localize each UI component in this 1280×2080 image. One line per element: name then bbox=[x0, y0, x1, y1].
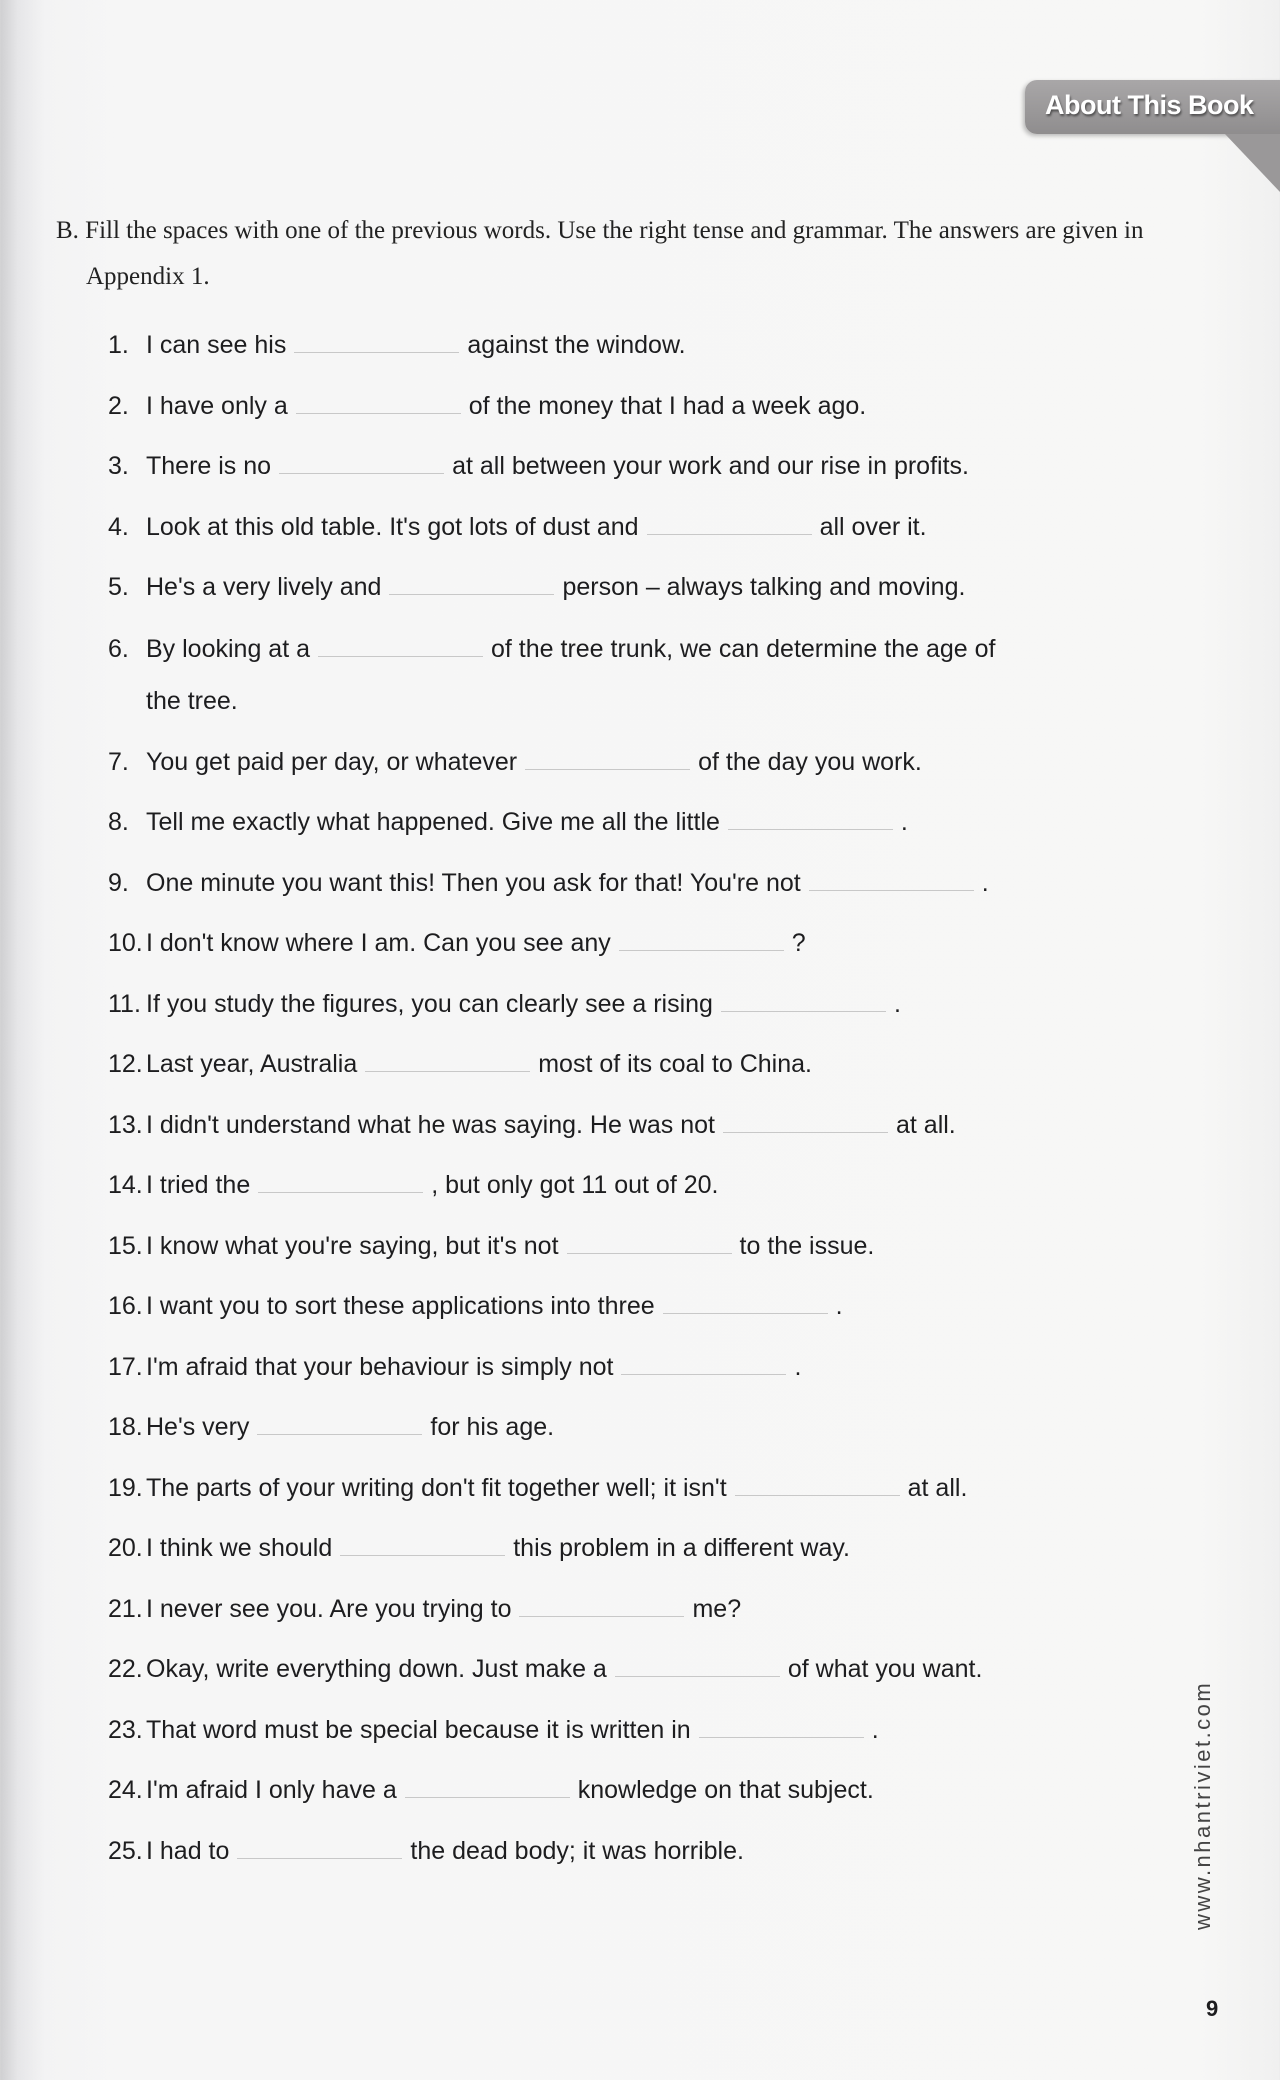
item-text-after: for his age. bbox=[430, 1413, 555, 1441]
answer-blank[interactable] bbox=[340, 1537, 505, 1556]
exercise-item bbox=[108, 1291, 1028, 1321]
item-text-before: By looking at a bbox=[146, 634, 310, 663]
item-text-after: of what you want. bbox=[787, 1655, 983, 1683]
item-text-after: , but only got 11 out of 20. bbox=[431, 1171, 719, 1199]
exercise-list bbox=[108, 330, 1028, 1896]
item-number: 10. bbox=[108, 929, 143, 957]
item-text-before: I have only a bbox=[146, 391, 288, 420]
answer-blank[interactable] bbox=[279, 455, 444, 474]
item-text-before: He's very bbox=[146, 1413, 250, 1441]
item-text-after: all over it. bbox=[819, 512, 927, 541]
item-number: 7. bbox=[108, 747, 129, 776]
exercise-item bbox=[108, 1412, 1028, 1442]
exercise-item bbox=[108, 1715, 1028, 1745]
exercise-item bbox=[108, 868, 1028, 898]
item-text-after: of the day you work. bbox=[698, 747, 922, 776]
item-number: 18. bbox=[108, 1413, 143, 1441]
exercise-item bbox=[108, 451, 1028, 481]
answer-blank[interactable] bbox=[621, 1356, 786, 1375]
exercise-item bbox=[108, 391, 1028, 421]
answer-blank[interactable] bbox=[699, 1719, 864, 1738]
item-text-before: You get paid per day, or whatever bbox=[146, 747, 518, 776]
item-text-after: . bbox=[835, 1292, 843, 1320]
item-text-before: I don't know where I am. Can you see any bbox=[146, 929, 611, 957]
answer-blank[interactable] bbox=[663, 1295, 828, 1314]
item-text-after: . bbox=[900, 808, 908, 836]
item-text-after: at all. bbox=[896, 1110, 956, 1139]
item-number: 20. bbox=[108, 1534, 143, 1562]
item-number: 11. bbox=[108, 989, 141, 1018]
item-text-before: That word must be special because it is written in bbox=[146, 1715, 691, 1744]
item-number: 23. bbox=[108, 1715, 143, 1744]
exercise-item bbox=[108, 1533, 1028, 1563]
tab-fold bbox=[1225, 134, 1280, 192]
answer-blank[interactable] bbox=[525, 751, 690, 770]
watermark: www.nhantriviet.com bbox=[1190, 1680, 1215, 1930]
answer-blank[interactable] bbox=[809, 872, 974, 891]
exercise-item bbox=[108, 330, 1028, 360]
item-text-before: I know what you're saying, but it's not bbox=[146, 1231, 559, 1260]
item-number: 13. bbox=[108, 1110, 143, 1139]
item-number: 15. bbox=[108, 1231, 143, 1260]
item-number: 4. bbox=[108, 512, 129, 541]
item-text-before: I can see his bbox=[146, 331, 287, 359]
item-text-after: ? bbox=[791, 929, 806, 957]
item-text-before: One minute you want this! Then you ask for that! You're not bbox=[146, 868, 801, 897]
item-text-before: I want you to sort these applications into three bbox=[146, 1292, 655, 1320]
answer-blank[interactable] bbox=[728, 811, 893, 830]
exercise-item bbox=[108, 1110, 1028, 1140]
item-number: 16. bbox=[108, 1292, 143, 1320]
item-text-after: . bbox=[981, 868, 989, 897]
answer-blank[interactable] bbox=[318, 638, 483, 657]
item-text-before: I'm afraid I only have a bbox=[146, 1776, 397, 1804]
exercise-item bbox=[108, 807, 1028, 837]
exercise-item bbox=[108, 1231, 1028, 1261]
item-text-after: to the issue. bbox=[739, 1231, 875, 1260]
answer-blank[interactable] bbox=[294, 334, 459, 353]
item-number: 25. bbox=[108, 1836, 143, 1865]
item-text-before: Okay, write everything down. Just make a bbox=[146, 1655, 607, 1683]
item-text-after: at all between your work and our rise in profits. bbox=[452, 452, 969, 480]
item-number: 3. bbox=[108, 452, 129, 480]
item-number: 5. bbox=[108, 573, 129, 601]
item-number: 6. bbox=[108, 634, 129, 663]
answer-blank[interactable] bbox=[615, 1658, 780, 1677]
answer-blank[interactable] bbox=[389, 576, 554, 595]
section-tab-label: About This Book bbox=[1045, 90, 1254, 120]
item-text-after: . bbox=[893, 989, 901, 1018]
answer-blank[interactable] bbox=[647, 516, 812, 535]
item-number: 22. bbox=[108, 1655, 143, 1683]
item-number: 21. bbox=[108, 1594, 143, 1623]
exercise-item bbox=[108, 623, 1028, 727]
answer-blank[interactable] bbox=[257, 1416, 422, 1435]
item-number: 9. bbox=[108, 868, 129, 897]
item-number: 12. bbox=[108, 1050, 143, 1078]
item-text-before: I didn't understand what he was saying. He was not bbox=[146, 1110, 715, 1139]
exercise-item bbox=[108, 572, 1028, 602]
item-text-after: against the window. bbox=[467, 331, 686, 359]
answer-blank[interactable] bbox=[237, 1840, 402, 1859]
exercise-item bbox=[108, 1049, 1028, 1079]
item-text-after: the dead body; it was horrible. bbox=[410, 1836, 744, 1865]
item-text-before: Last year, Australia bbox=[146, 1050, 358, 1078]
item-number: 19. bbox=[108, 1473, 143, 1502]
item-text-before: I tried the bbox=[146, 1171, 251, 1199]
item-text-before: He's a very lively and bbox=[146, 573, 382, 601]
exercise-item bbox=[108, 1594, 1028, 1624]
item-text-before: I never see you. Are you trying to bbox=[146, 1594, 512, 1623]
item-text-after: person – always talking and moving. bbox=[562, 573, 966, 601]
exercise-item bbox=[108, 1775, 1028, 1805]
answer-blank[interactable] bbox=[619, 932, 784, 951]
item-number: 1. bbox=[108, 331, 129, 359]
exercise-item bbox=[108, 747, 1028, 777]
item-text-after: most of its coal to China. bbox=[538, 1050, 812, 1078]
answer-blank[interactable] bbox=[735, 1477, 900, 1496]
item-text-after: . bbox=[871, 1715, 879, 1744]
item-text-after: of the money that I had a week ago. bbox=[468, 391, 867, 420]
item-text-before: Tell me exactly what happened. Give me all the little bbox=[146, 808, 720, 836]
answer-blank[interactable] bbox=[365, 1053, 530, 1072]
item-text-before: I had to bbox=[146, 1836, 230, 1865]
page-number: 9 bbox=[1206, 1996, 1219, 2021]
exercise-item bbox=[108, 512, 1028, 542]
exercise-item bbox=[108, 1170, 1028, 1200]
section-tab bbox=[1025, 80, 1280, 134]
item-text-after: me? bbox=[692, 1594, 742, 1623]
exercise-item bbox=[108, 989, 1028, 1019]
answer-blank[interactable] bbox=[721, 993, 886, 1012]
item-number: 2. bbox=[108, 391, 129, 420]
exercise-item bbox=[108, 928, 1028, 958]
exercise-instruction: B. Fill the spaces with one of the previous words. Use the right tense and grammar. The answers are given in Appendix 1. bbox=[56, 217, 1144, 290]
item-text-after: at all. bbox=[907, 1473, 968, 1502]
item-text-after: of the tree trunk, we can determine the age of the tree. bbox=[146, 634, 996, 715]
item-text-before: There is no bbox=[146, 452, 272, 480]
item-text-before: If you study the figures, you can clearly see a rising bbox=[146, 989, 713, 1018]
item-number: 17. bbox=[108, 1352, 143, 1381]
item-text-after: knowledge on that subject. bbox=[577, 1776, 874, 1804]
answer-blank[interactable] bbox=[405, 1779, 570, 1798]
answer-blank[interactable] bbox=[296, 395, 461, 414]
item-number: 14. bbox=[108, 1171, 143, 1199]
item-text-after: this problem in a different way. bbox=[513, 1534, 850, 1562]
answer-blank[interactable] bbox=[567, 1235, 732, 1254]
item-number: 8. bbox=[108, 808, 129, 836]
item-text-after: . bbox=[794, 1352, 802, 1381]
answer-blank[interactable] bbox=[723, 1114, 888, 1133]
item-text-before: Look at this old table. It's got lots of dust and bbox=[146, 512, 639, 541]
exercise-item bbox=[108, 1654, 1028, 1684]
item-number: 24. bbox=[108, 1776, 143, 1804]
exercise-item bbox=[108, 1352, 1028, 1382]
answer-blank[interactable] bbox=[519, 1598, 684, 1617]
exercise-item bbox=[108, 1836, 1028, 1866]
answer-blank[interactable] bbox=[258, 1174, 423, 1193]
item-text-before: I think we should bbox=[146, 1534, 333, 1562]
exercise-item bbox=[108, 1473, 1028, 1503]
item-text-before: The parts of your writing don't fit together well; it isn't bbox=[146, 1473, 727, 1502]
item-text-before: I'm afraid that your behaviour is simply not bbox=[146, 1352, 614, 1381]
